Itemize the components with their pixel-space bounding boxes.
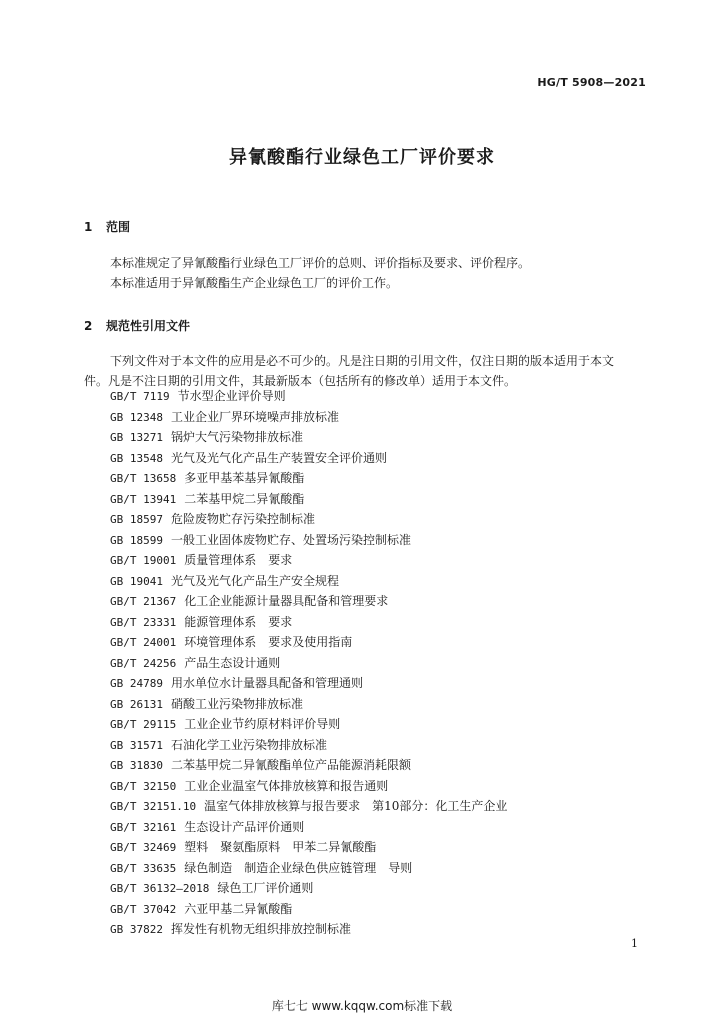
reference-item (110, 409, 507, 430)
reference-title: 二苯基甲烷二异氰酸酯单位产品能源消耗限额 (170, 758, 411, 772)
reference-item (110, 778, 507, 799)
reference-title: 挥发性有机物无组织排放控制标准 (170, 922, 351, 936)
reference-item (110, 921, 507, 942)
reference-code: GB/T 21367 (110, 595, 177, 608)
reference-code: GB 31571 (110, 738, 163, 752)
reference-code: GB 31830 (110, 759, 163, 772)
reference-title: 绿色工厂评价通则 (217, 881, 314, 895)
reference-code: GB 18599 (110, 533, 163, 547)
reference-code: GB/T 7119 (110, 390, 170, 403)
document-title: 异氰酸酯行业绿色工厂评价要求 (229, 147, 495, 168)
reference-title: 环境管理体系 要求及使用指南 (184, 635, 353, 649)
reference-code: GB/T 33635 (110, 861, 177, 875)
reference-code: GB 13271 (110, 431, 163, 444)
reference-code: GB/T 19001 (110, 554, 177, 567)
reference-code: GB/T 32469 (110, 841, 177, 854)
reference-title: 温室气体排放核算与报告要求 第10部分：化工生产企业 (204, 799, 508, 813)
reference-title: 工业企业厂界环境噪声排放标准 (170, 409, 339, 424)
reference-title: 用水单位水计量器具配备和管理通则 (170, 676, 363, 690)
reference-item (110, 839, 507, 860)
section-1-paragraph-2: 本标准适用于异氰酸酯生产企业绿色工厂的评价工作。 (110, 276, 399, 290)
reference-item (110, 470, 507, 491)
page-number: 1 (631, 937, 638, 950)
section-1-heading (84, 218, 130, 235)
reference-item (110, 429, 507, 450)
standard-code: HG/T 5908—2021 (537, 76, 646, 89)
reference-item (110, 634, 507, 655)
reference-title: 质量管理体系 要求 (184, 553, 293, 567)
reference-item (110, 573, 507, 594)
reference-item (110, 614, 507, 635)
reference-title: 一般工业固体废物贮存、处置场污染控制标准 (170, 532, 411, 547)
footer-watermark: 库七七 www.kqqw.com标准下载 (271, 999, 453, 1013)
reference-code: GB/T 13941 (110, 492, 177, 506)
reference-title: 生态设计产品评价通则 (184, 819, 305, 834)
reference-item (110, 593, 507, 614)
reference-title: 化工企业能源计量器具配备和管理要求 (184, 594, 389, 608)
reference-item (110, 552, 507, 573)
reference-code: GB/T 32161 (110, 820, 177, 834)
reference-code: GB/T 36132—2018 (110, 882, 210, 895)
reference-code: GB/T 24001 (110, 636, 177, 649)
reference-code: GB 26131 (110, 697, 163, 711)
reference-title: 多亚甲基苯基异氰酸酯 (184, 471, 305, 485)
reference-code: GB/T 29115 (110, 718, 177, 731)
reference-code: GB 24789 (110, 677, 163, 690)
reference-title: 工业企业节约原材料评价导则 (184, 717, 341, 731)
reference-title: 光气及光气化产品生产安全规程 (170, 573, 339, 588)
reference-title: 能源管理体系 要求 (184, 614, 293, 629)
reference-title: 产品生态设计通则 (184, 655, 281, 670)
section-2-intro-line-1: 下列文件对于本文件的应用是必不可少的。凡是注日期的引用文件，仅注日期的版本适用于本文 (110, 354, 615, 368)
reference-code: GB/T 13658 (110, 472, 177, 485)
reference-title: 石油化学工业污染物排放标准 (170, 737, 327, 752)
reference-item (110, 696, 507, 717)
reference-title: 工业企业温室气体排放核算和报告通则 (184, 778, 389, 793)
reference-title: 危险废物贮存污染控制标准 (170, 512, 315, 526)
reference-item (110, 532, 507, 553)
reference-code: GB 12348 (110, 410, 163, 424)
reference-title: 硝酸工业污染物排放标准 (170, 696, 303, 711)
reference-code: GB/T 32150 (110, 779, 177, 793)
reference-item (110, 901, 507, 922)
reference-title: 塑料 聚氨酯原料 甲苯二异氰酸酯 (184, 840, 377, 854)
reference-list (110, 388, 507, 942)
reference-code: GB/T 24256 (110, 656, 177, 670)
reference-code: GB/T 37042 (110, 902, 177, 916)
section-1-number: 1 (84, 220, 93, 234)
reference-item (110, 511, 507, 532)
reference-item (110, 798, 507, 819)
section-2-number: 2 (84, 319, 93, 333)
reference-code: GB 19041 (110, 574, 163, 588)
reference-title: 二苯基甲烷二异氰酸酯 (184, 491, 305, 506)
section-2-title: 规范性引用文件 (106, 319, 191, 333)
reference-item (110, 860, 507, 881)
reference-item (110, 450, 507, 471)
reference-code: GB 13548 (110, 451, 163, 465)
section-2-heading (84, 317, 190, 334)
reference-code: GB 37822 (110, 923, 163, 936)
reference-item (110, 757, 507, 778)
reference-title: 锅炉大气污染物排放标准 (170, 430, 303, 444)
reference-item (110, 819, 507, 840)
section-1-paragraph-1: 本标准规定了异氰酸酯行业绿色工厂评价的总则、评价指标及要求、评价程序。 (110, 256, 531, 270)
reference-item (110, 491, 507, 512)
section-1-title: 范围 (106, 220, 131, 234)
reference-item (110, 716, 507, 737)
reference-code: GB 18597 (110, 513, 163, 526)
section-2-intro-line-2: 件。凡是不注日期的引用文件，其最新版本（包括所有的修改单）适用于本文件。 (84, 374, 517, 388)
reference-title: 节水型企业评价导则 (177, 389, 286, 403)
reference-code: GB/T 23331 (110, 615, 177, 629)
reference-item (110, 675, 507, 696)
reference-item (110, 388, 507, 409)
reference-item (110, 655, 507, 676)
reference-code: GB/T 32151.10 (110, 800, 197, 813)
reference-title: 光气及光气化产品生产装置安全评价通则 (170, 450, 387, 465)
reference-item (110, 880, 507, 901)
reference-title: 绿色制造 制造企业绿色供应链管理 导则 (184, 860, 413, 875)
reference-item (110, 737, 507, 758)
reference-title: 六亚甲基二异氰酸酯 (184, 901, 293, 916)
